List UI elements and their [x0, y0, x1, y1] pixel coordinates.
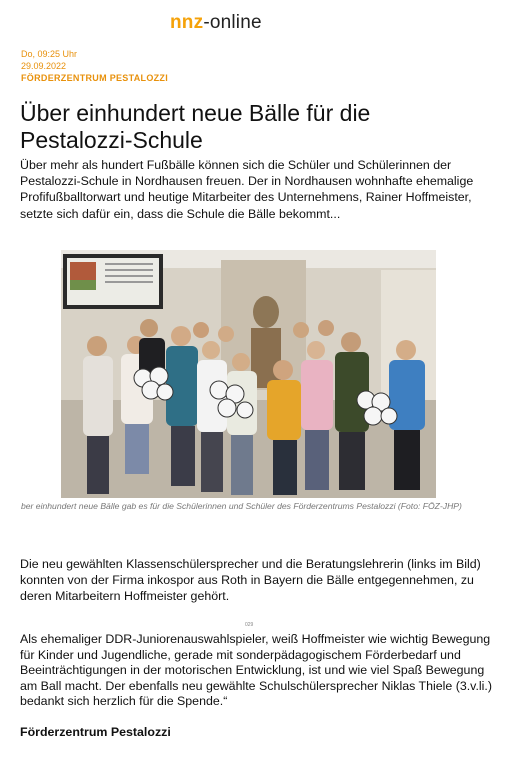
- article-meta: [21, 48, 168, 84]
- article-quote: Als ehemaliger DDR-Juniorenauswahlspieler, weiß Hoffmeister wie wichtig Bewegung für Kinder und Jugendliche, gerade mit sonderpädagogischem Förderbedarf und Beeinträchtigungen in der motorischen Entwicklung, ist und wie viel Spaß Bewegung am Ball macht. Der ebenfalls neu gewählte Schulschülersprecher Niklas Thiele (3.v.li.) bedankt sich herzlich für die Spende.“: [20, 632, 492, 709]
- article-kicker: FÖRDERZENTRUM PESTALOZZI: [21, 73, 169, 83]
- group-photo-illustration: [61, 250, 436, 498]
- article-photo: [61, 250, 436, 498]
- article-lead: Über mehr als hundert Fußbälle können sich die Schüler und Schülerinnen der Pestalozzi-Schule in Nordhausen freuen. Der in Nordhausen wohnhafte ehemalige Profifußballtorwart und heutige Mitarbeiter des Unternehmens, Rainer Hoffmeister, setzte sich dafür ein, dass die Schule die Bälle bekommt...: [20, 158, 474, 221]
- small-marker: 029: [245, 622, 254, 628]
- logo-rest: -online: [203, 12, 262, 33]
- photo-caption: ber einhundert neue Bälle gab es für die Schülerinnen und Schüler des Förderzentrums Pestalozzi (Foto: FÖZ-JHP): [21, 501, 462, 511]
- article-time: Do, 09:25 Uhr: [21, 49, 78, 59]
- article-footer-title: Förderzentrum Pestalozzi: [20, 725, 171, 739]
- site-logo[interactable]: [170, 12, 262, 34]
- article-paragraph-1: Die neu gewählten Klassenschülersprecher und die Beratungslehrerin (links im Bild) konnten von der Firma inkospor aus Roth in Bayern die Bälle entgegennehmen, zu deren Mitarbeitern Hoffmeister gehört.: [20, 557, 481, 604]
- logo-accent: nnz: [170, 12, 204, 33]
- article-title: Über einhundert neue Bälle für die Pestalozzi-Schule: [20, 100, 371, 153]
- article-date: 29.09.2022: [21, 61, 67, 71]
